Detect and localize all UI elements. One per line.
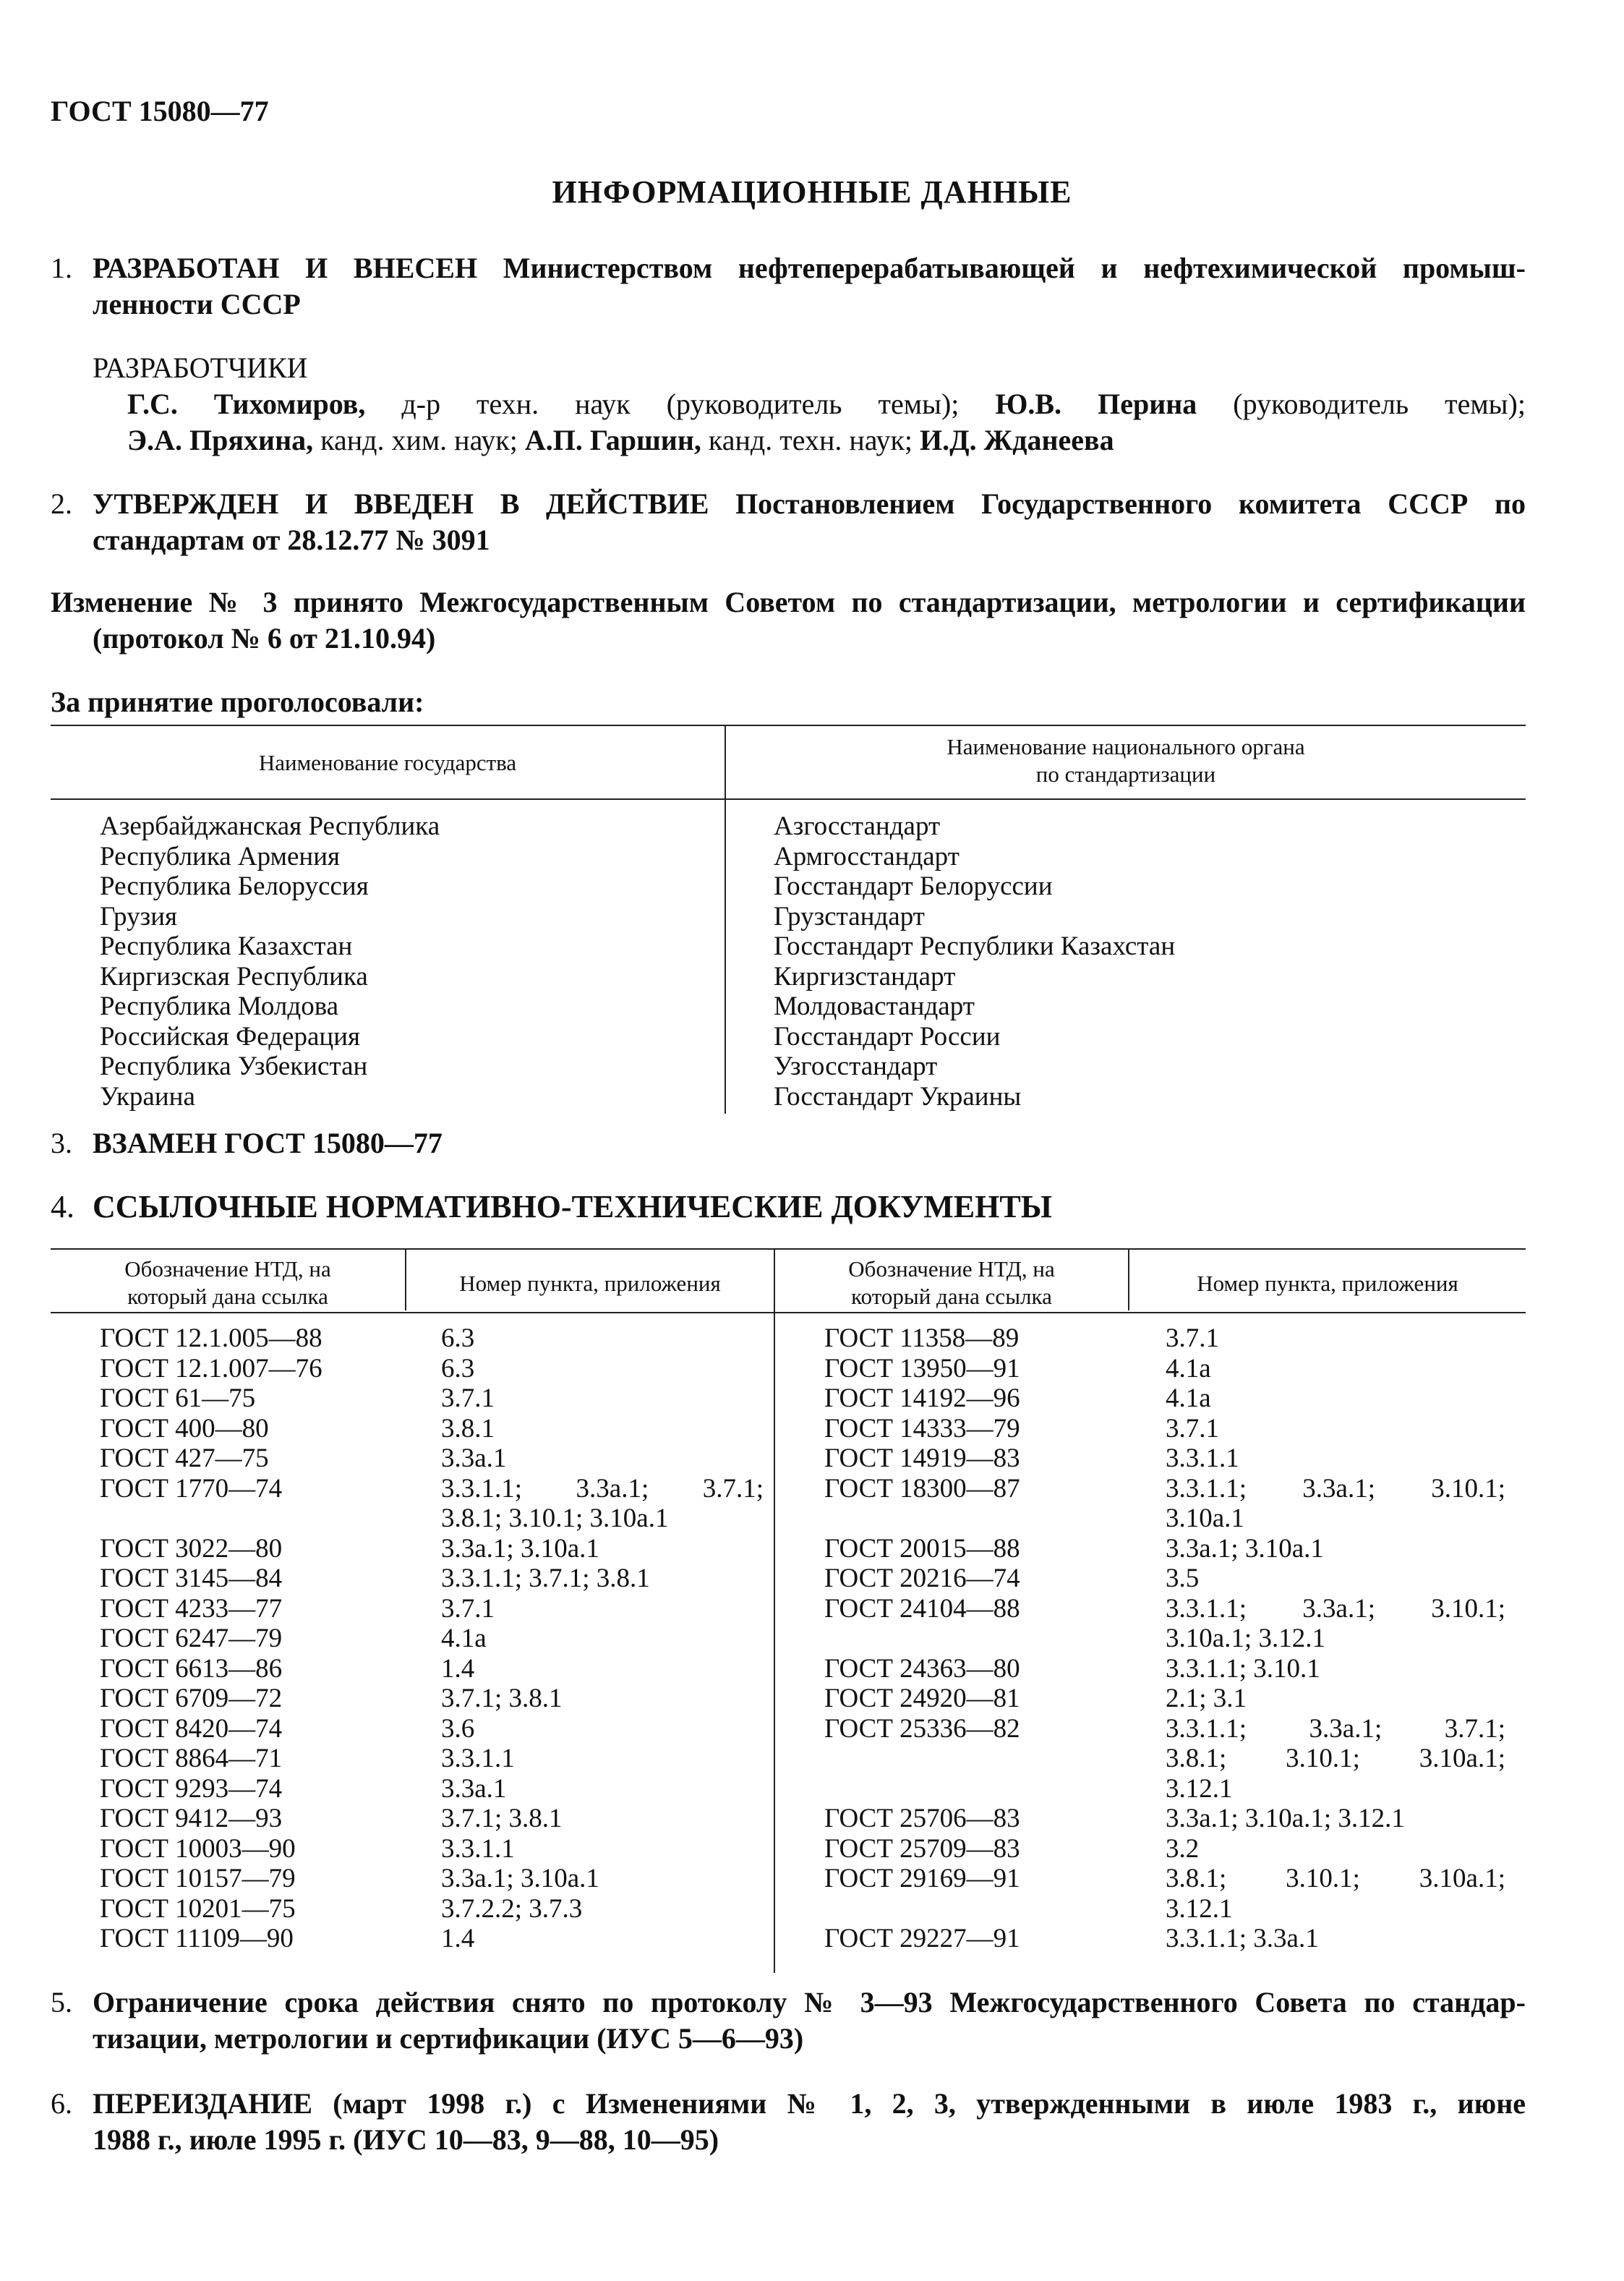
ref-item (1166, 1594, 1505, 1624)
ref-doc: ГОСТ 3022—80 (100, 1533, 283, 1564)
vote-body: Киргизстандарт (774, 961, 956, 992)
ref-item: 3.3.1.1; 3.3а.1 (1166, 1924, 1319, 1953)
ref-doc: ГОСТ 10003—90 (100, 1833, 296, 1864)
ref-item: 1.4 (441, 1924, 475, 1953)
ref-doc: ГОСТ 10201—75 (100, 1893, 296, 1924)
refs-right-item-header: Номер пункта, приложения (1197, 1271, 1458, 1296)
ref-doc: ГОСТ 6613—86 (100, 1653, 283, 1684)
ref-doc: ГОСТ 13950—91 (824, 1353, 1020, 1383)
ref-item: 3.3.1.1; 3.10.1 (1166, 1653, 1320, 1684)
vote-state: Грузия (100, 901, 178, 931)
ref-doc: ГОСТ 24104—88 (824, 1593, 1020, 1624)
page-title: ИНФОРМАЦИОННЫЕ ДАННЫЕ (552, 174, 1072, 210)
refs-doc-header-line-2: который дана ссылка (127, 1284, 328, 1309)
refs-left-item-column (441, 1323, 764, 1954)
ref-item: 4.1а (441, 1624, 487, 1653)
section-1-line-1: РАЗРАБОТАН И ВНЕСЕН Министерством нефтеперерабатывающей и нефтехимической промыш- (93, 252, 1526, 284)
ref-item: 3.3.1.1 (1166, 1444, 1239, 1473)
ref-doc: ГОСТ 20015—88 (824, 1533, 1020, 1564)
vote-body: Госстандарт Республики Казахстан (774, 931, 1176, 961)
refs-left-doc-header (51, 1255, 405, 1310)
developer-role: канд. техн. наук; (701, 424, 920, 456)
refs-doc-header-line-1: Обозначение НТД, на (124, 1256, 331, 1282)
refs-doc-header-line-1: Обозначение НТД, на (848, 1256, 1055, 1282)
vote-col-body-header (726, 733, 1526, 788)
section-6-line-1: ПЕРЕИЗДАНИЕ (март 1998 г.) с Изменениями № 1, 2, 3, утвержденными в июле 1983 г., июне (93, 2087, 1526, 2120)
refs-table-center-divider (774, 1248, 775, 1973)
ref-item-part: 3.3.1.1; (1166, 1713, 1247, 1744)
ref-doc: ГОСТ 25706—83 (824, 1804, 1020, 1833)
ref-item: 3.12.1 (1166, 1773, 1233, 1804)
section-2-line-1: УТВЕРЖДЕН И ВВЕДЕН В ДЕЙСТВИЕ Постановлением Государственного комитета СССР по (93, 487, 1526, 520)
developers-heading: РАЗРАБОТЧИКИ (93, 351, 308, 384)
ref-item: 6.3 (441, 1353, 475, 1383)
section-1-number: 1. (51, 252, 72, 284)
ref-doc: ГОСТ 18300—87 (824, 1473, 1020, 1504)
ref-item: 3.7.1 (441, 1593, 495, 1624)
developer-role: канд. хим. наук; (313, 424, 525, 456)
ref-item-part: 3.3а.1; (1302, 1473, 1375, 1504)
developer-role: (руководитель темы); (1197, 388, 1526, 420)
vote-state: Республика Белоруссия (100, 871, 369, 901)
section-5-line-1: Ограничение срока действия снято по протоколу № 3—93 Межгосударственного Совета по стандар- (93, 1986, 1526, 2018)
ref-item-part: 3.3.1.1; (1166, 1593, 1247, 1624)
ref-item: 3.7.1 (441, 1383, 495, 1413)
ref-item (1166, 1474, 1505, 1504)
ref-doc: ГОСТ 29169—91 (824, 1864, 1020, 1893)
ref-doc: ГОСТ 12.1.007—76 (100, 1353, 322, 1383)
ref-doc: ГОСТ 11109—90 (100, 1924, 294, 1953)
developer-name: Ю.В. Перина (995, 388, 1197, 420)
refs-doc-header-line-2: который дана ссылка (851, 1284, 1052, 1309)
vote-label: За принятие проголосовали: (51, 686, 424, 718)
section-5-line-2: тизации, метрологии и сертификации (ИУС 5—6—93) (93, 2022, 804, 2055)
ref-doc: ГОСТ 14333—79 (824, 1413, 1020, 1444)
ref-item-part: 3.10.1; (1431, 1473, 1505, 1504)
ref-item: 3.3.1.1 (441, 1833, 515, 1864)
vote-state: Российская Федерация (100, 1021, 361, 1052)
refs-table-header-rule (51, 1312, 1526, 1313)
ref-doc-spacer (824, 1624, 1127, 1654)
ref-doc-spacer (824, 1744, 1127, 1774)
section-6-number: 6. (51, 2087, 72, 2120)
ref-doc: ГОСТ 24920—81 (824, 1684, 1020, 1713)
ref-doc-spacer (824, 1504, 1127, 1534)
developer-role: д-р техн. наук (руководитель темы); (365, 388, 996, 420)
ref-doc: ГОСТ 25709—83 (824, 1833, 1020, 1864)
ref-item: 3.3а.1; 3.10а.1; 3.12.1 (1166, 1804, 1405, 1833)
ref-item: 3.3.1.1; 3.7.1; 3.8.1 (441, 1564, 650, 1593)
developer-name: Э.А. Пряхина, (127, 424, 314, 456)
vote-body: Грузстандарт (774, 901, 925, 931)
vote-body: Молдовастандарт (774, 992, 975, 1021)
developers-line-1 (127, 386, 1526, 422)
vote-body: Госстандарт Белоруссии (774, 871, 1053, 901)
refs-table-top-rule (51, 1248, 1526, 1250)
ref-doc: ГОСТ 8420—74 (100, 1713, 283, 1744)
vote-table-top-rule (51, 725, 1526, 726)
ref-item: 4.1а (1166, 1383, 1211, 1413)
section-3-number: 3. (51, 1127, 72, 1159)
ref-doc: ГОСТ 6247—79 (100, 1624, 283, 1653)
ref-doc: ГОСТ 25336—82 (824, 1713, 1020, 1744)
developer-name: А.П. Гаршин, (524, 424, 701, 456)
ref-item: 3.5 (1166, 1564, 1200, 1593)
ref-item: 2.1; 3.1 (1166, 1684, 1247, 1713)
refs-right-item-column (1166, 1323, 1505, 1954)
ref-item: 3.2 (1166, 1833, 1200, 1864)
section-3-text: ВЗАМЕН ГОСТ 15080—77 (93, 1127, 443, 1159)
section-1-line-2: ленности СССР (93, 288, 301, 320)
ref-doc: ГОСТ 20216—74 (824, 1564, 1020, 1593)
ref-item: 3.7.1; 3.8.1 (441, 1804, 563, 1833)
section-4-number: 4. (51, 1189, 74, 1224)
ref-doc-spacer (824, 1774, 1127, 1804)
ref-doc: ГОСТ 9293—74 (100, 1773, 283, 1804)
ref-doc-spacer (824, 1894, 1127, 1924)
ref-item: 6.3 (441, 1323, 475, 1353)
vote-col-body-header-line-1: Наименование национального органа (946, 734, 1305, 759)
ref-doc: ГОСТ 14192—96 (824, 1383, 1020, 1413)
ref-item-part: 3.3.1.1; (441, 1473, 523, 1504)
refs-right-doc-column (824, 1323, 1127, 1954)
vote-state: Республика Казахстан (100, 931, 353, 961)
ref-item-part: 3.10а.1; (1419, 1744, 1505, 1773)
page-header: ГОСТ 15080—77 (51, 95, 269, 127)
ref-item: 4.1а (1166, 1353, 1211, 1383)
vote-body: Госстандарт Украины (774, 1081, 1022, 1112)
ref-doc: ГОСТ 9412—93 (100, 1804, 283, 1833)
ref-item (1166, 1864, 1505, 1894)
section-2-line-2: стандартам от 28.12.77 № 3091 (93, 524, 490, 556)
vote-table-header-rule (51, 798, 1526, 800)
developers-line-2 (127, 422, 1114, 459)
ref-item: 3.3а.1 (441, 1773, 507, 1804)
vote-state: Азербайджанская Республика (100, 811, 440, 841)
vote-state-column (100, 811, 440, 1112)
vote-body: Госстандарт России (774, 1021, 1001, 1052)
ref-item (441, 1474, 764, 1504)
ref-item-part: 3.10.1; (1286, 1744, 1360, 1773)
ref-item-part: 3.10.1; (1431, 1593, 1505, 1624)
ref-doc: ГОСТ 427—75 (100, 1444, 269, 1473)
developer-name: И.Д. Жданеева (920, 424, 1114, 456)
ref-item: 3.3а.1; 3.10а.1 (441, 1864, 599, 1893)
ref-doc: ГОСТ 4233—77 (100, 1593, 283, 1624)
ref-item-part: 3.7.1; (1444, 1713, 1505, 1744)
ref-item (1166, 1744, 1505, 1774)
vote-state: Республика Молдова (100, 992, 339, 1021)
change-line-1: Изменение № 3 принято Межгосударственным Советом по стандартизации, метрологии и сертификации (51, 586, 1526, 618)
ref-doc-spacer (100, 1504, 403, 1534)
vote-body: Армгосстандарт (774, 841, 960, 871)
ref-item-part: 3.3а.1; (1302, 1593, 1375, 1624)
ref-doc: ГОСТ 12.1.005—88 (100, 1323, 322, 1353)
ref-item: 3.7.1 (1166, 1413, 1219, 1444)
ref-item-part: 3.10а.1; (1419, 1864, 1505, 1893)
ref-item: 3.7.2.2; 3.7.3 (441, 1893, 583, 1924)
vote-state: Украина (100, 1081, 195, 1112)
section-4-text: ССЫЛОЧНЫЕ НОРМАТИВНО-ТЕХНИЧЕСКИЕ ДОКУМЕНТЫ (93, 1189, 1052, 1224)
ref-item-part: 3.10.1; (1286, 1864, 1360, 1893)
change-line-2: (протокол № 6 от 21.10.94) (93, 622, 436, 655)
developer-name: Г.С. Тихомиров, (127, 388, 366, 420)
ref-item-part: 3.3а.1; (1309, 1713, 1382, 1744)
ref-item: 3.3а.1 (441, 1444, 507, 1473)
vote-body-column (774, 811, 1175, 1112)
section-6-line-2: 1988 г., июле 1995 г. (ИУС 10—83, 9—88, 10—95) (93, 2123, 719, 2156)
ref-item: 3.8.1 (441, 1413, 495, 1444)
ref-item-part: 3.3.1.1; (1166, 1473, 1247, 1504)
refs-left-doc-column (100, 1323, 403, 1954)
vote-body: Азгосстандарт (774, 811, 941, 841)
refs-right-doc-header (775, 1255, 1128, 1310)
vote-state: Киргизская Республика (100, 961, 368, 992)
ref-doc: ГОСТ 8864—71 (100, 1744, 283, 1773)
ref-item: 1.4 (441, 1653, 475, 1684)
ref-doc: ГОСТ 11358—89 (824, 1323, 1020, 1353)
refs-left-item-header: Номер пункта, приложения (459, 1271, 721, 1296)
ref-item: 3.7.1 (1166, 1323, 1219, 1353)
ref-item: 3.8.1; 3.10.1; 3.10а.1 (441, 1504, 669, 1533)
ref-doc: ГОСТ 29227—91 (824, 1924, 1020, 1953)
ref-doc: ГОСТ 61—75 (100, 1383, 256, 1413)
ref-doc: ГОСТ 10157—79 (100, 1864, 296, 1893)
ref-item: 3.3а.1; 3.10а.1 (441, 1533, 599, 1564)
ref-doc: ГОСТ 400—80 (100, 1413, 269, 1444)
ref-doc: ГОСТ 3145—84 (100, 1564, 283, 1593)
section-2-number: 2. (51, 487, 72, 520)
ref-doc: ГОСТ 6709—72 (100, 1684, 283, 1713)
vote-col-state-header: Наименование государства (258, 750, 517, 775)
vote-state: Республика Армения (100, 841, 341, 871)
ref-item: 3.3а.1; 3.10а.1 (1166, 1533, 1324, 1564)
ref-item-part: 3.3а.1; (576, 1473, 649, 1504)
ref-item: 3.7.1; 3.8.1 (441, 1684, 563, 1713)
ref-doc: ГОСТ 1770—74 (100, 1473, 283, 1504)
ref-item-part: 3.7.1; (702, 1473, 764, 1504)
ref-item: 3.12.1 (1166, 1893, 1233, 1924)
vote-state: Республика Узбекистан (100, 1052, 368, 1081)
ref-item: 3.6 (441, 1713, 475, 1744)
ref-item: 3.3.1.1 (441, 1744, 515, 1773)
ref-item: 3.10а.1; 3.12.1 (1166, 1624, 1325, 1653)
vote-body: Узгосстандарт (774, 1052, 938, 1081)
ref-item: 3.10а.1 (1166, 1504, 1244, 1533)
ref-doc: ГОСТ 14919—83 (824, 1444, 1020, 1473)
ref-item-part: 3.8.1; (1166, 1744, 1227, 1773)
ref-item (1166, 1714, 1505, 1744)
section-5-number: 5. (51, 1986, 72, 2018)
ref-doc: ГОСТ 24363—80 (824, 1653, 1020, 1684)
ref-item-part: 3.8.1; (1166, 1864, 1227, 1893)
vote-col-body-header-line-2: по стандартизации (1035, 762, 1216, 787)
